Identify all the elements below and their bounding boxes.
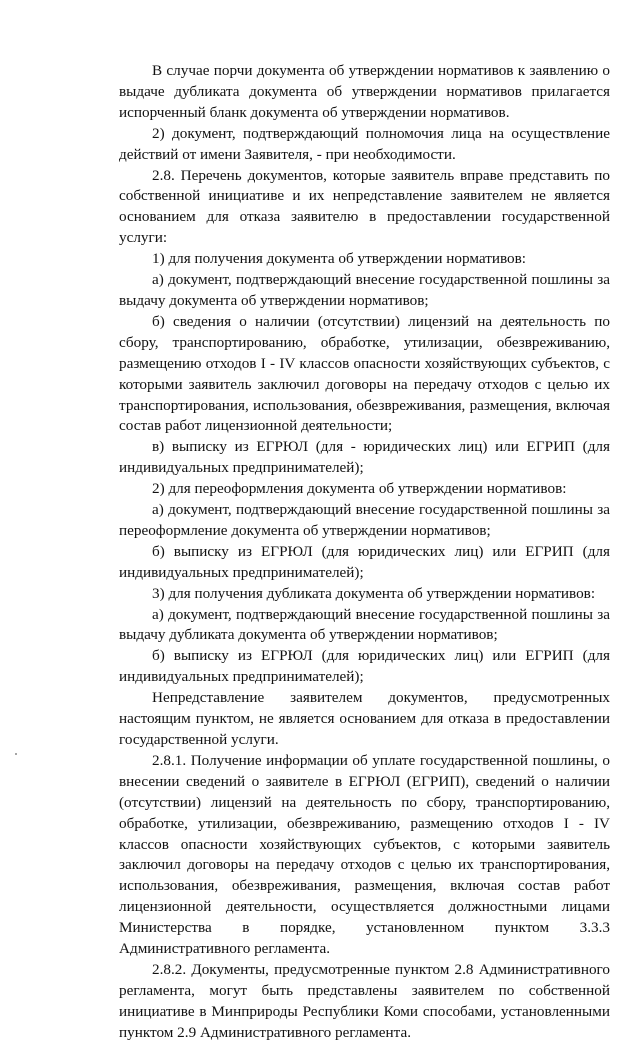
paragraph-2-8: 2.8. Перечень документов, которые заявитель вправе представить по собственной инициативе и их непредставление заявителем не является основанием для отказа заявителю в предоставлении государственной услуги: xyxy=(119,166,610,247)
paragraph-item-2a: а) документ, подтверждающий внесение государственной пошлины за переоформление документа об утверждении нормативов; xyxy=(119,501,610,539)
paragraph-spoiled-document: В случае порчи документа об утверждении нормативов к заявлению о выдаче дубликата документа об утверждении нормативов прилагается испорченный бланк документа об утверждении нормативов. xyxy=(119,62,610,121)
paragraph-item-1a: а) документ, подтверждающий внесение государственной пошлины за выдачу документа об утверждении нормативов; xyxy=(119,271,610,309)
paragraph-item-2b: б) выписку из ЕГРЮЛ (для юридических лиц) или ЕГРИП (для индивидуальных предпринимателей); xyxy=(119,542,610,581)
paragraph-item-3: 3) для получения дубликата документа об утверждении нормативов: xyxy=(152,584,596,602)
paragraph-2-8-1: 2.8.1. Получение информации об уплате государственной пошлины, о внесении сведений о заявителе в ЕГРЮЛ (ЕГРИП), сведений о наличии (отсутствии) лицензий на деятельность по сбору, транспортированию, обработке, утилизации, обезвреживанию, размещению отходов I - IV классов опасности хозяйствующих субъектов, с которыми заявитель заключил договоры на передачу отходов с целью их транспортирования, использования, обезвреживания, размещения, включая состав работ лицензионной деятельности, осуществляется должностными лицами Министерства в порядке, установленном пунктом 3.3.3 Административного регламента. xyxy=(119,751,610,958)
paragraph-non-submission: Непредставление заявителем документов, предусмотренных настоящим пунктом, не является основанием для отказа в предоставлении государственной услуги. xyxy=(119,689,610,748)
document-body xyxy=(119,61,610,1044)
scan-speck xyxy=(15,753,17,755)
paragraph-item-3a: а) документ, подтверждающий внесение государственной пошлины за выдачу дубликата документа об утверждении нормативов; xyxy=(119,605,610,644)
paragraph-item-1: 1) для получения документа об утверждении нормативов: xyxy=(152,250,527,268)
paragraph-item-1v: в) выписку из ЕГРЮЛ (для - юридических лиц) или ЕГРИП (для индивидуальных предпринимателей); xyxy=(119,438,610,477)
paragraph-item-1b: б) сведения о наличии (отсутствии) лицензий на деятельность по сбору, транспортированию, обработке, утилизации, обезвреживанию, размещению отходов I - IV классов опасности хозяйствующих субъектов, с которыми заявитель заключил договоры на передачу отходов с целью их транспортирования, использования, обезвреживания, размещения, включая состав работ лицензионной деятельности; xyxy=(119,312,610,435)
paragraph-2-8-2: 2.8.2. Документы, предусмотренные пунктом 2.8 Административного регламента, могут быть представлены заявителем по собственной инициативе в Минприроды Республики Коми способами, установленными пунктом 2.9 Административного регламента. xyxy=(119,960,610,1041)
paragraph-item-3b: б) выписку из ЕГРЮЛ (для юридических лиц) или ЕГРИП (для индивидуальных предпринимателей); xyxy=(119,647,610,686)
paragraph-item-2: 2) для переоформления документа об утверждении нормативов: xyxy=(152,480,567,498)
paragraph-authority-document: 2) документ, подтверждающий полномочия лица на осуществление действий от имени Заявителя, - при необходимости. xyxy=(119,124,610,163)
